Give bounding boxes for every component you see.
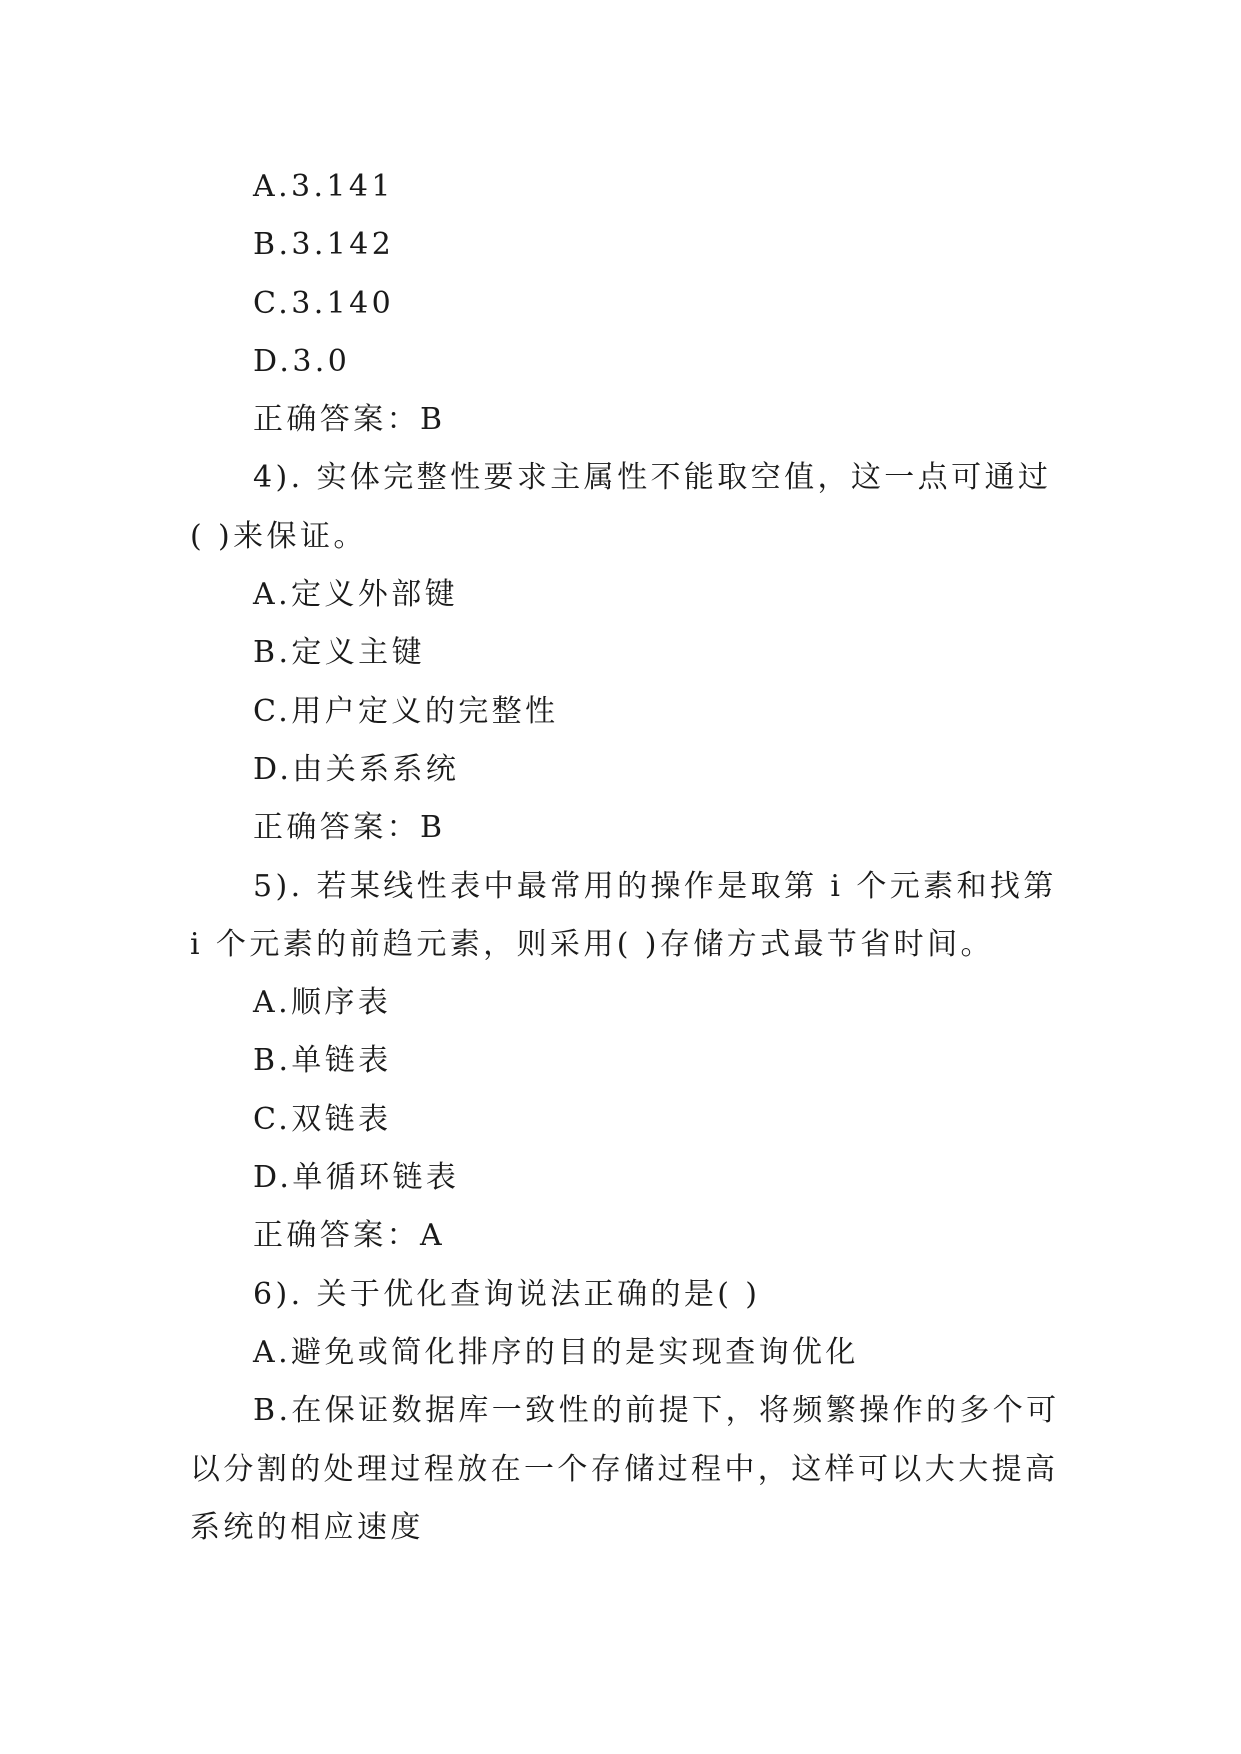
option-b-q6-line-3: 系统的相应速度 xyxy=(190,1509,424,1545)
question-5-line-2: i 个元素的前趋元素，则采用( )存储方式最节省时间。 xyxy=(190,926,994,962)
option-c-q5: C.双链表 xyxy=(253,1101,392,1137)
option-a-q6: A.避免或简化排序的目的是实现查询优化 xyxy=(253,1334,859,1370)
option-c-q4: C.用户定义的完整性 xyxy=(253,693,559,729)
option-b-q6-line-1: B.在保证数据库一致性的前提下，将频繁操作的多个可 xyxy=(253,1393,1060,1429)
option-a-q3: A.3.141 xyxy=(253,169,394,204)
option-a-q5: A.顺序表 xyxy=(253,985,392,1021)
option-d-q3: D.3.0 xyxy=(253,343,351,379)
question-6: 6). 关于优化查询说法正确的是( ) xyxy=(253,1276,761,1312)
option-c-q3: C.3.140 xyxy=(253,285,395,321)
answer-q3: 正确答案：B xyxy=(253,402,446,438)
option-d-q5: D.单循环链表 xyxy=(253,1160,460,1196)
question-5-line-1: 5). 若某线性表中最常用的操作是取第 i 个元素和找第 xyxy=(253,868,1057,904)
option-b-q6-line-2: 以分割的处理过程放在一个存储过程中，这样可以大大提高 xyxy=(190,1451,1059,1487)
answer-q5: 正确答案：A xyxy=(253,1218,446,1254)
option-d-q4: D.由关系系统 xyxy=(253,751,460,787)
option-b-q3: B.3.142 xyxy=(253,227,395,263)
question-4-line-1: 4). 实体完整性要求主属性不能取空值，这一点可通过 xyxy=(253,460,1052,496)
option-b-q5: B.单链表 xyxy=(253,1043,392,1079)
option-a-q4: A.定义外部键 xyxy=(253,577,459,613)
answer-q4: 正确答案：B xyxy=(253,810,446,846)
option-b-q4: B.定义主键 xyxy=(253,635,425,671)
question-4-line-2: ( )来保证。 xyxy=(190,518,367,554)
document-body xyxy=(190,158,1060,1557)
